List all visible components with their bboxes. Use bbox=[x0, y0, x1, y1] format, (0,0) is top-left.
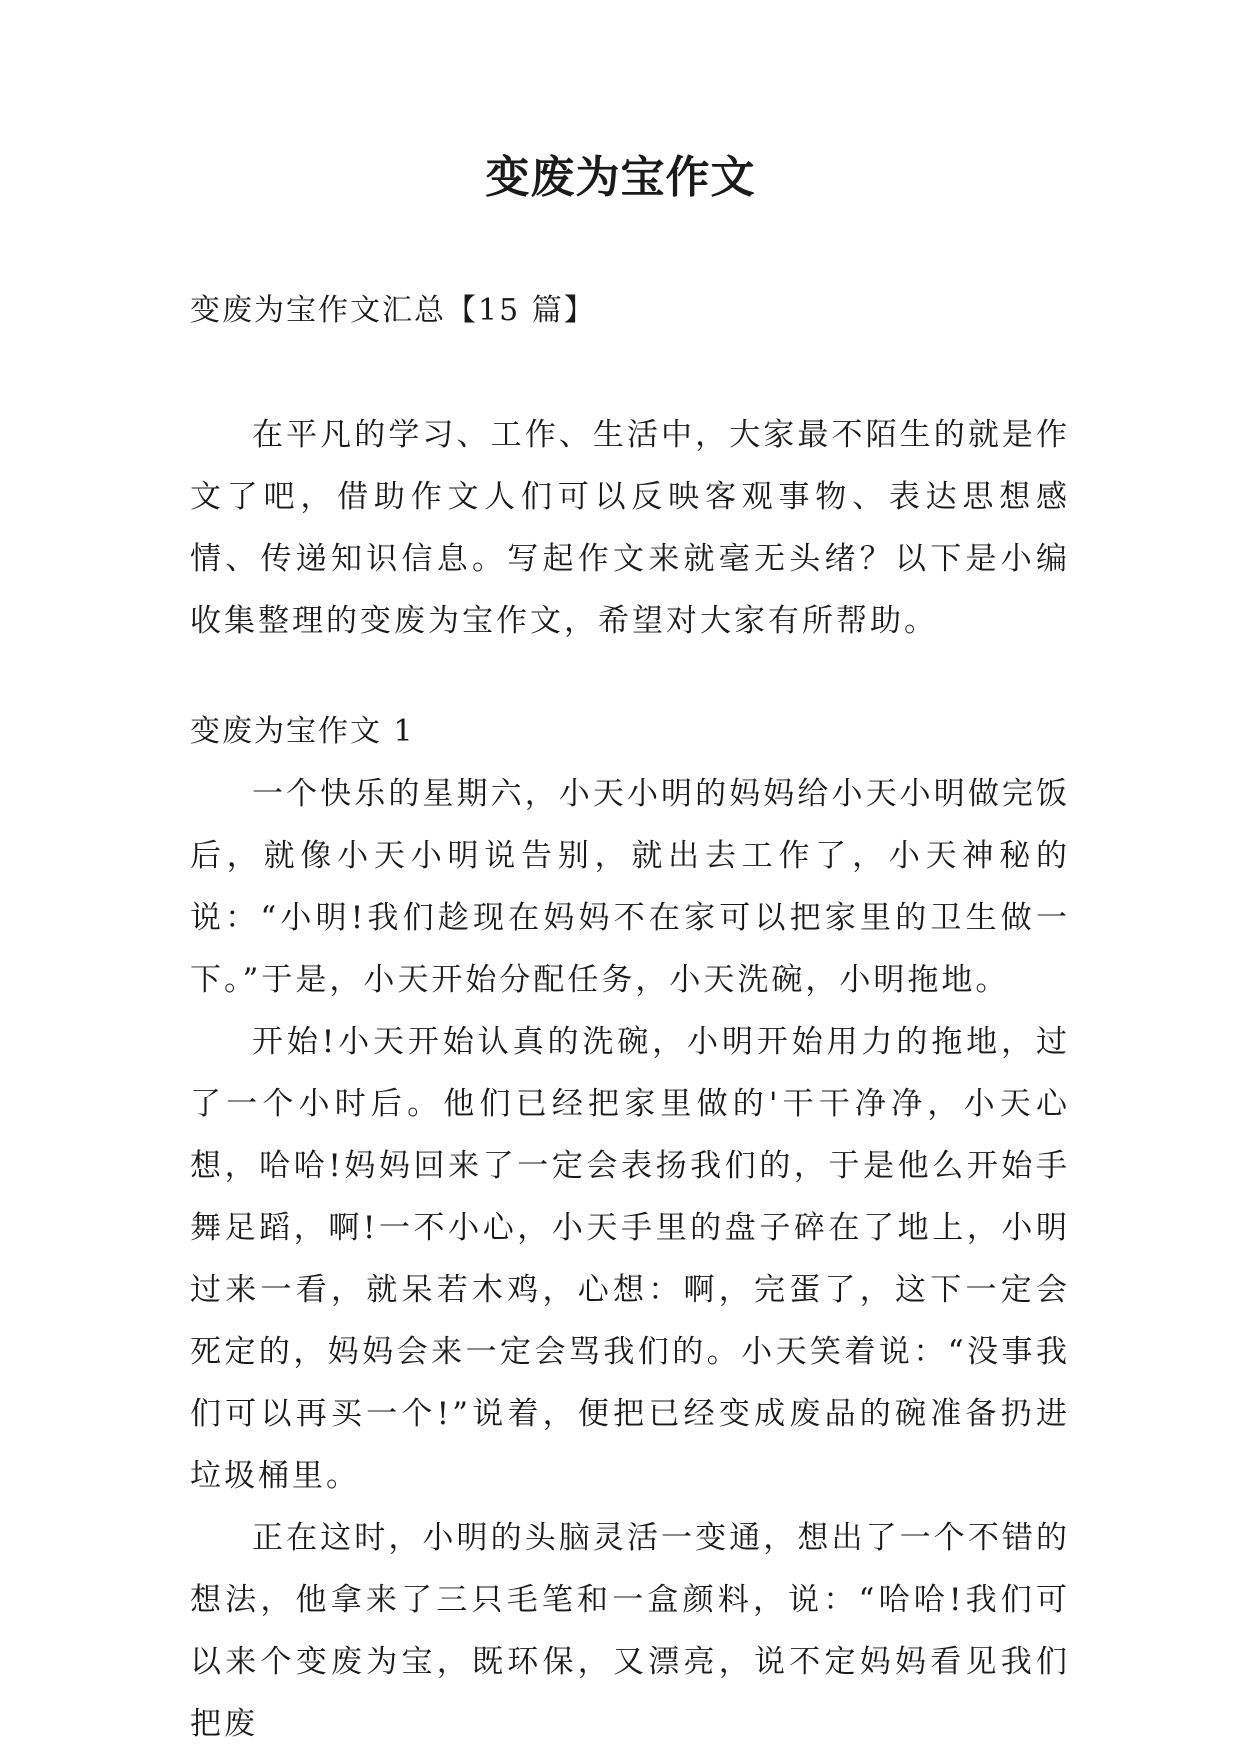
section-heading: 变废为宝作文 1 bbox=[190, 714, 415, 749]
essay-paragraph-1: 一个快乐的星期六，小天小明的妈妈给小天小明做完饭后，就像小天小明说告别，就出去工作了，小天神秘的说：“小明!我们趁现在妈妈不在家可以把家里的卫生做一下。”于是，小天开始分配任务，小天洗碗，小明拖地。 bbox=[190, 776, 1070, 998]
essay-block bbox=[190, 701, 1070, 1755]
intro-paragraph: 在平凡的学习、工作、生活中，大家最不陌生的就是作文了吧，借助作文人们可以反映客观事物、表达思想感情、传递知识信息。写起作文来就毫无头绪？以下是小编收集整理的变废为宝作文，希望对大家有所帮助。 bbox=[190, 417, 1070, 639]
document-subtitle: 变废为宝作文汇总【15 篇】 bbox=[190, 293, 596, 328]
intro-block bbox=[190, 404, 1070, 652]
document-title: 变废为宝作文 bbox=[485, 152, 756, 203]
essay-paragraph-2: 开始!小天开始认真的洗碗，小明开始用力的拖地，过了一个小时后。他们已经把家里做的'干干净净，小天心想，哈哈!妈妈回来了一定会表扬我们的，于是他么开始手舞足蹈，啊!一不小心，小天手里的盘子碎在了地上，小明过来一看，就呆若木鸡，心想：啊，完蛋了，这下一定会死定的，妈妈会来一定会骂我们的。小天笑着说：“没事我们可以再买一个!”说着，便把已经变成废品的碗准备扔进垃圾桶里。 bbox=[190, 1024, 1070, 1494]
essay-paragraph-3: 正在这时，小明的头脑灵活一变通，想出了一个不错的想法，他拿来了三只毛笔和一盒颜料，说：“哈哈!我们可以来个变废为宝，既环保，又漂亮，说不定妈妈看见我们把废 bbox=[190, 1520, 1070, 1742]
